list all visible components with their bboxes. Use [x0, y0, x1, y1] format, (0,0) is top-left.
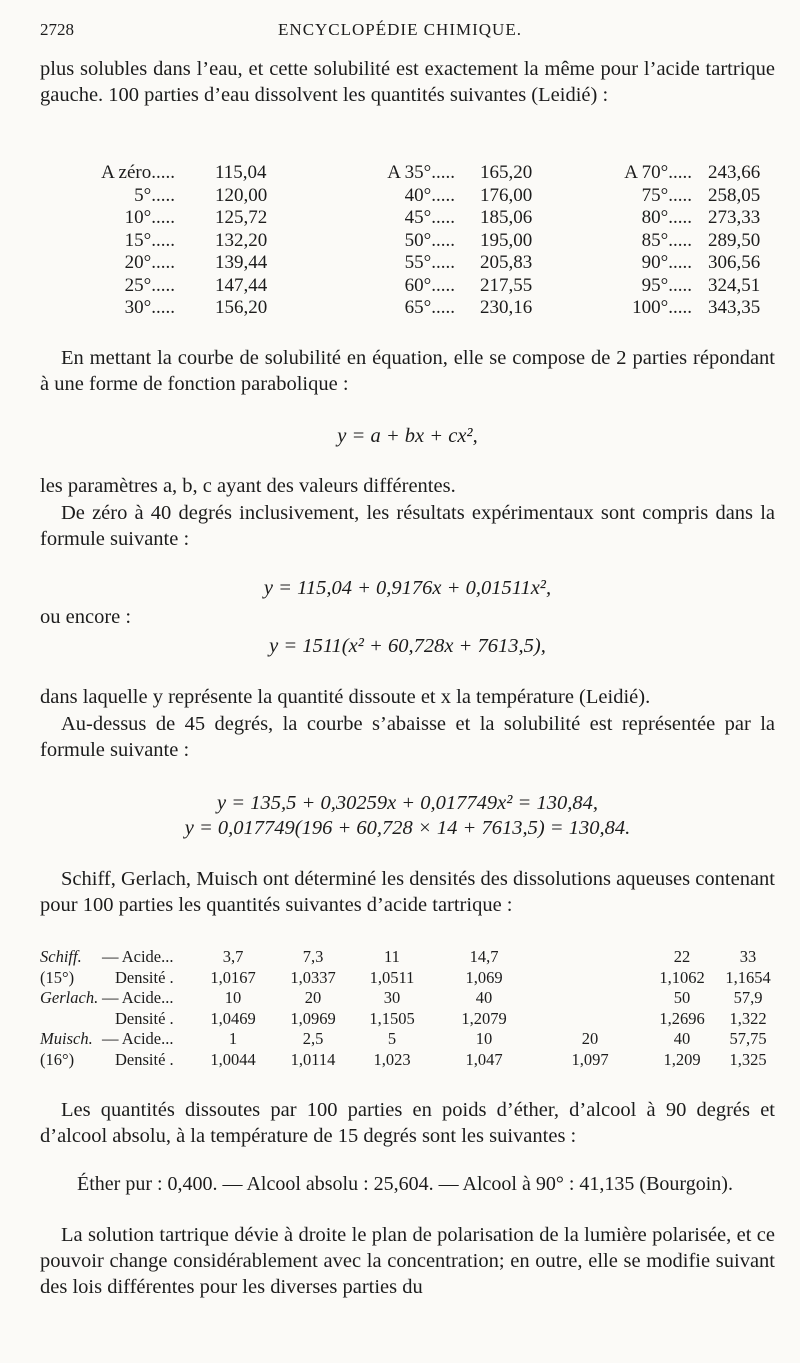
density-cell: 50 [673, 988, 691, 1007]
solubility-value: 195,00 [480, 229, 533, 251]
solubility-value: 289,50 [708, 229, 761, 251]
density-cell: 1,0511 [369, 967, 415, 987]
density-cell: 57,9 [733, 988, 763, 1007]
density-cell: 1,209 [663, 1049, 701, 1069]
density-cell: 1,047 [465, 1049, 503, 1069]
density-author: Gerlach. [40, 988, 99, 1007]
solubility-row [40, 252, 780, 274]
density-author: Schiff. [40, 947, 82, 966]
density-cell: 1,1505 [369, 1008, 415, 1028]
density-cell: 1 [228, 1029, 238, 1048]
solubility-table [40, 162, 780, 322]
solubility-value: 147,44 [215, 274, 268, 296]
solubility-row [40, 297, 780, 319]
density-row [40, 1050, 780, 1068]
solubility-temperature: A 70°..... [624, 162, 692, 183]
paragraph-equation-intro: En mettant la courbe de solubilité en équation, elle se compose de 2 parties répondant à une forme de fonction parabolique : [40, 347, 775, 395]
density-cell: 5 [387, 1029, 397, 1048]
density-cell: 11 [384, 947, 400, 966]
solubility-temperature: 45°..... [404, 207, 455, 228]
solubility-row [40, 230, 780, 252]
solubility-temperature: 40°..... [404, 184, 455, 206]
equation-factored: y = 1511(x² + 60,728x + 7613,5), [269, 635, 546, 657]
density-cell: 1,0044 [210, 1049, 256, 1069]
density-cell: 1,325 [729, 1049, 767, 1069]
density-cell: 20 [581, 1029, 599, 1048]
paragraph-above-forty-five: Au-dessus de 45 degrés, la courbe s’abaisse et la solubilité est représentée par la formule suivante : [40, 713, 775, 761]
density-row-label: — Acide... [102, 1029, 174, 1048]
density-row [40, 1029, 780, 1047]
running-title: ENCYCLOPÉDIE CHIMIQUE. [278, 20, 522, 39]
solubility-value: 156,20 [215, 297, 268, 318]
paragraph-densities: Schiff, Gerlach, Muisch ont déterminé les densités des dissolutions aqueuses contenant pour 100 parties les quantités suivantes d’acide tartrique : [40, 868, 775, 916]
density-cell: 1,069 [465, 967, 503, 987]
solubility-value: 205,83 [480, 252, 533, 273]
density-row-label: — Acide... [102, 947, 174, 966]
solubility-value: 120,00 [215, 184, 268, 206]
solubility-temperature: A zéro..... [101, 162, 175, 183]
solubility-temperature: A 35°..... [387, 162, 455, 183]
solubility-value: 115,04 [215, 162, 267, 183]
density-author: Muisch. [40, 1029, 93, 1048]
density-cell: 30 [383, 988, 401, 1007]
equation-parabola: y = a + bx + cx², [337, 425, 478, 447]
density-cell: 1,2079 [461, 1008, 507, 1028]
density-table [40, 947, 780, 1072]
density-cell: 10 [224, 988, 242, 1007]
paragraph-zero-to-forty: De zéro à 40 degrés inclusivement, les résultats expérimentaux sont compris dans la formule suivante : [40, 502, 775, 550]
density-row-label: Densité . [115, 967, 174, 987]
density-author: (15°) [40, 967, 75, 987]
solubility-temperature: 100°..... [632, 297, 692, 318]
density-row [40, 1009, 780, 1027]
solubility-temperature: 15°..... [124, 229, 175, 251]
density-cell: 22 [673, 947, 691, 966]
density-cell: 14,7 [469, 947, 499, 966]
solubility-temperature: 65°..... [404, 297, 455, 318]
solubility-value: 139,44 [215, 252, 268, 273]
density-cell: 1,0469 [210, 1008, 256, 1028]
density-row-label: Densité . [115, 1008, 174, 1028]
solubility-temperature: 55°..... [404, 252, 455, 273]
density-cell: 1,0337 [290, 967, 336, 987]
solubility-temperature: 60°..... [404, 274, 455, 296]
paragraph-intro: plus solubles dans l’eau, et cette solubilité est exactement la même pour l’acide tartrique gauche. 100 parties d’eau dissolvent les quantités suivantes (Leidié) : [40, 58, 775, 106]
solubility-row [40, 275, 780, 297]
density-cell: 1,1062 [659, 967, 705, 987]
density-row [40, 988, 780, 1006]
solubility-value: 324,51 [708, 274, 761, 296]
solubility-temperature: 10°..... [124, 207, 175, 228]
solubility-temperature: 75°..... [641, 184, 692, 206]
density-cell: 1,1654 [725, 967, 771, 987]
density-cell: 10 [475, 1029, 493, 1048]
density-cell: 1,2696 [659, 1008, 705, 1028]
solubility-temperature: 50°..... [404, 229, 455, 251]
density-cell: 40 [475, 988, 493, 1007]
solubility-temperature: 5°..... [134, 184, 175, 206]
density-row [40, 968, 780, 986]
density-cell: 20 [304, 988, 322, 1007]
solubility-value: 243,66 [708, 162, 761, 183]
solubility-value: 306,56 [708, 252, 761, 273]
solubility-value: 217,55 [480, 274, 533, 296]
running-header [40, 20, 760, 44]
solubility-value: 185,06 [480, 207, 533, 228]
density-author: (16°) [40, 1049, 75, 1069]
solubility-row [40, 162, 780, 184]
density-cell: 2,5 [302, 1029, 324, 1048]
solubility-value: 230,16 [480, 297, 533, 318]
paragraph-parameters: les paramètres a, b, c ayant des valeurs différentes. [40, 475, 456, 497]
equation-high-range-check: y = 0,017749(196 + 60,728 × 14 + 7613,5) = 130,84. [184, 817, 631, 839]
density-cell: 57,75 [729, 1029, 767, 1048]
density-cell: 1,0969 [290, 1008, 336, 1028]
density-cell: 1,0167 [210, 967, 256, 987]
paragraph-polarisation: La solution tartrique dévie à droite le plan de polarisation de la lumière polarisée, et ce pouvoir change considérablement avec la concentration; en outre, elle se modifie suivant des lois différentes pour les diverses parties du [40, 1224, 775, 1298]
density-row [40, 947, 780, 965]
density-cell: 1,0114 [290, 1049, 336, 1069]
solubility-value: 176,00 [480, 184, 533, 206]
density-cell: 33 [739, 947, 757, 966]
density-cell: 1,023 [373, 1049, 411, 1069]
solubility-value: 343,35 [708, 297, 761, 318]
solubility-row [40, 207, 780, 229]
solubility-value: 273,33 [708, 207, 761, 228]
solubility-temperature: 95°..... [641, 274, 692, 296]
solubility-temperature: 80°..... [641, 207, 692, 228]
solubility-temperature: 20°..... [124, 252, 175, 273]
equation-low-range: y = 115,04 + 0,9176x + 0,01511x², [263, 577, 552, 599]
solubility-temperature: 25°..... [124, 274, 175, 296]
solubility-value: 132,20 [215, 229, 268, 251]
paragraph-variables: dans laquelle y représente la quantité dissoute et x la température (Leidié). [40, 686, 651, 708]
density-cell: 40 [673, 1029, 691, 1048]
solubility-temperature: 30°..... [124, 297, 175, 318]
solubility-value: 125,72 [215, 207, 268, 228]
density-row-label: Densité . [115, 1049, 174, 1069]
density-cell: 3,7 [222, 947, 244, 966]
solubility-value: 165,20 [480, 162, 533, 183]
solubility-temperature: 90°..... [641, 252, 692, 273]
solubility-temperature: 85°..... [641, 229, 692, 251]
solvent-values: Éther pur : 0,400. — Alcool absolu : 25,604. — Alcool à 90° : 41,135 (Bourgoin). [77, 1173, 733, 1195]
density-cell: 1,322 [729, 1008, 767, 1028]
paragraph-solvents: Les quantités dissoutes par 100 parties en poids d’éther, d’alcool à 90 degrés et d’alcool absolu, à la température de 15 degrés sont les suivantes : [40, 1099, 775, 1147]
ou-encore-label: ou encore : [40, 606, 132, 628]
solubility-value: 258,05 [708, 184, 761, 206]
density-row-label: — Acide... [102, 988, 174, 1007]
solubility-row [40, 185, 780, 207]
density-cell: 1,097 [571, 1049, 609, 1069]
density-cell: 7,3 [302, 947, 324, 966]
equation-high-range: y = 135,5 + 0,30259x + 0,017749x² = 130,84, [217, 792, 598, 814]
page-number: 2728 [40, 20, 74, 39]
